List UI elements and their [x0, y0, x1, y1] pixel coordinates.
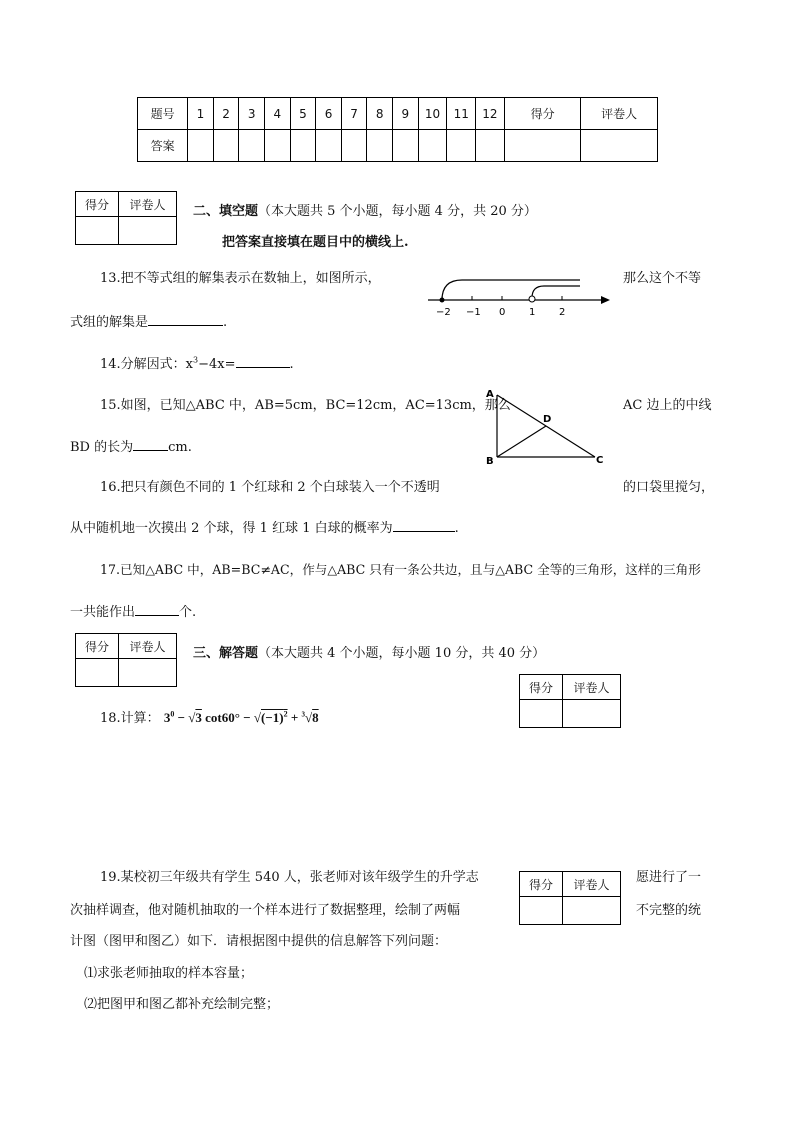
- cell-header-score: 得分: [504, 98, 581, 130]
- q18-radicand2: [261, 710, 288, 725]
- q15-line2: [70, 436, 192, 455]
- cell-header: 12: [476, 98, 505, 130]
- section3-title: 三、解答题: [193, 646, 259, 661]
- grader-label: 评卷人: [563, 872, 621, 897]
- score-cell: [520, 700, 563, 728]
- triangle-figure: [480, 385, 610, 467]
- tick-label: 1: [529, 307, 536, 318]
- q17-text2: 一共能作出: [70, 605, 136, 620]
- answer-cell: [264, 130, 290, 162]
- q19-line2: 次抽样调查，他对随机抽取的一个样本进行了数据整理，绘制了两幅: [70, 903, 461, 918]
- q15-line1: 15.如图，已知△ABC 中，AB=5cm，BC=12cm，AC=13cm，那么: [100, 398, 511, 413]
- q13-text3: 式组的解集是: [70, 315, 149, 330]
- vertex-B-label: B: [486, 456, 494, 467]
- score-label: 得分: [520, 675, 563, 700]
- answer-cell: [367, 130, 393, 162]
- cell-header: 10: [418, 98, 447, 130]
- cell-header: 7: [341, 98, 367, 130]
- q18-exp0: 0: [170, 709, 175, 719]
- section2-instruction: 把答案直接填在题目中的横线上.: [222, 235, 409, 250]
- q17-line2: [70, 601, 196, 620]
- answer-cell: [290, 130, 316, 162]
- answer-cell: [447, 130, 476, 162]
- q14-text1: 14.分解因式：x: [100, 357, 194, 372]
- grader-cell: [119, 217, 177, 245]
- cell-header-label: 题号: [138, 98, 188, 130]
- answer-cell: [213, 130, 239, 162]
- grader-label: 评卷人: [563, 675, 621, 700]
- answer-cell: [418, 130, 447, 162]
- cell-header: 11: [447, 98, 476, 130]
- q18-label: 18.计算：: [100, 711, 160, 726]
- tick-label: −1: [466, 307, 481, 318]
- cell-header: 2: [213, 98, 239, 130]
- cell-header: 4: [264, 98, 290, 130]
- q16-line1: 16.把只有颜色不同的 1 个红球和 2 个白球装入一个不透明: [100, 480, 440, 495]
- point-D-label: D: [543, 414, 552, 425]
- q13-line1: [100, 267, 381, 286]
- sqrt-sign: √: [253, 710, 261, 725]
- q15-text4: cm.: [168, 440, 192, 455]
- tick-label: 0: [499, 307, 506, 318]
- q16-line2: [70, 517, 459, 536]
- cell-header-grader: 评卷人: [581, 98, 658, 130]
- q18-cot: cot60° −: [201, 710, 254, 725]
- cell-header: 6: [316, 98, 342, 130]
- q18-minus: −: [174, 710, 189, 725]
- grader-cell: [563, 897, 621, 925]
- q18-neg1: (−1): [261, 710, 284, 725]
- answer-cell: [316, 130, 342, 162]
- cell-header: 5: [290, 98, 316, 130]
- q19-line1-right: 愿进行了一: [636, 870, 702, 885]
- q18-exp2: 2: [283, 709, 288, 719]
- q16-text4: .: [454, 521, 459, 536]
- grader-cell: [563, 700, 621, 728]
- section2-heading: [193, 200, 537, 219]
- section2-note: （本大题共 5 个小题，每小题 4 分，共 20 分）: [258, 204, 537, 219]
- q19-line3: 计图（图甲和图乙）如下．请根据图中提供的信息解答下列问题：: [70, 934, 448, 949]
- q13-answer-blank[interactable]: [148, 312, 223, 326]
- answer-cell: [341, 130, 367, 162]
- score-label: 得分: [520, 872, 563, 897]
- q15-text3: BD 的长为: [70, 440, 134, 455]
- score-cell: [76, 217, 119, 245]
- vertex-C-label: C: [596, 455, 604, 466]
- answer-cell: [239, 130, 265, 162]
- q18-plus: +: [287, 710, 302, 725]
- answer-table: [137, 97, 658, 162]
- q17-text3: 个.: [179, 605, 197, 620]
- section3-heading: [193, 642, 545, 661]
- q19-line2-right: 不完整的统: [636, 903, 702, 918]
- q18-base: 3: [163, 710, 171, 725]
- score-cell: [76, 659, 119, 687]
- score-box-section2: [75, 191, 177, 245]
- grader-label: 评卷人: [119, 634, 177, 659]
- q14-answer-blank[interactable]: [236, 354, 290, 368]
- q14-line: [100, 353, 294, 372]
- answer-cell: [188, 130, 214, 162]
- cell-header: 3: [239, 98, 265, 130]
- sqrt-sign: √: [188, 710, 196, 725]
- answer-cell: [504, 130, 581, 162]
- answer-cell: [581, 130, 658, 162]
- answer-cell: [393, 130, 419, 162]
- q19-sub2: ⑵把图甲和图乙都补充绘制完整；: [84, 997, 280, 1012]
- q13-line2: [70, 311, 227, 330]
- q18-radicand3: 8: [312, 710, 319, 725]
- section2-title: 二、填空题: [193, 204, 259, 219]
- answer-table-answer-row: [138, 130, 658, 162]
- tick-label: −2: [436, 307, 451, 318]
- q17-answer-blank[interactable]: [135, 602, 179, 616]
- answer-table-header-row: [138, 98, 658, 130]
- grader-cell: [119, 659, 177, 687]
- q15-answer-blank[interactable]: [133, 437, 168, 451]
- q15-line1-right: AC 边上的中线: [623, 398, 712, 413]
- score-box-section3: [75, 633, 177, 687]
- tick-label: 2: [559, 307, 566, 318]
- q16-line1-right: 的口袋里搅匀，: [623, 480, 715, 495]
- q14-text3: .: [289, 357, 294, 372]
- section3-note: （本大题共 4 个小题，每小题 10 分，共 40 分）: [258, 646, 546, 661]
- q19-line1: 19.某校初三年级共有学生 540 人，张老师对该年级学生的升学志: [100, 870, 479, 885]
- q18-line: [100, 707, 319, 726]
- q18-expression: [164, 710, 319, 725]
- cell-header: 1: [188, 98, 214, 130]
- score-box-q19: [519, 871, 621, 925]
- cell-answer-label: 答案: [138, 130, 188, 162]
- q16-text3: 从中随机地一次摸出 2 个球，得 1 红球 1 白球的概率为: [70, 521, 393, 536]
- grader-label: 评卷人: [119, 192, 177, 217]
- score-box-q18: [519, 674, 621, 728]
- q13-line1-right: 那么这个不等: [623, 271, 702, 286]
- score-label: 得分: [76, 634, 119, 659]
- q18-cube-index: 3: [301, 710, 305, 719]
- sqrt-sign: √: [305, 710, 313, 725]
- vertex-A-label: A: [486, 389, 494, 400]
- q19-sub1: ⑴求张老师抽取的样本容量；: [84, 966, 254, 981]
- q14-text2: −4x=: [198, 357, 236, 372]
- number-line-figure: [420, 268, 615, 320]
- q14-exponent: 3: [193, 355, 199, 365]
- q16-answer-blank[interactable]: [393, 518, 455, 532]
- q13-text4: .: [223, 315, 228, 330]
- q17-line1: 17.已知△ABC 中，AB=BC≠AC，作与△ABC 只有一条公共边，且与△ABC 全等的三角形，这样的三角形: [100, 562, 701, 577]
- cell-header: 9: [393, 98, 419, 130]
- score-cell: [520, 897, 563, 925]
- q18-radicand1: 3: [195, 710, 202, 725]
- cell-header: 8: [367, 98, 393, 130]
- answer-cell: [476, 130, 505, 162]
- score-label: 得分: [76, 192, 119, 217]
- q13-text1: 13.把不等式组的解集表示在数轴上，如图所示，: [100, 271, 381, 286]
